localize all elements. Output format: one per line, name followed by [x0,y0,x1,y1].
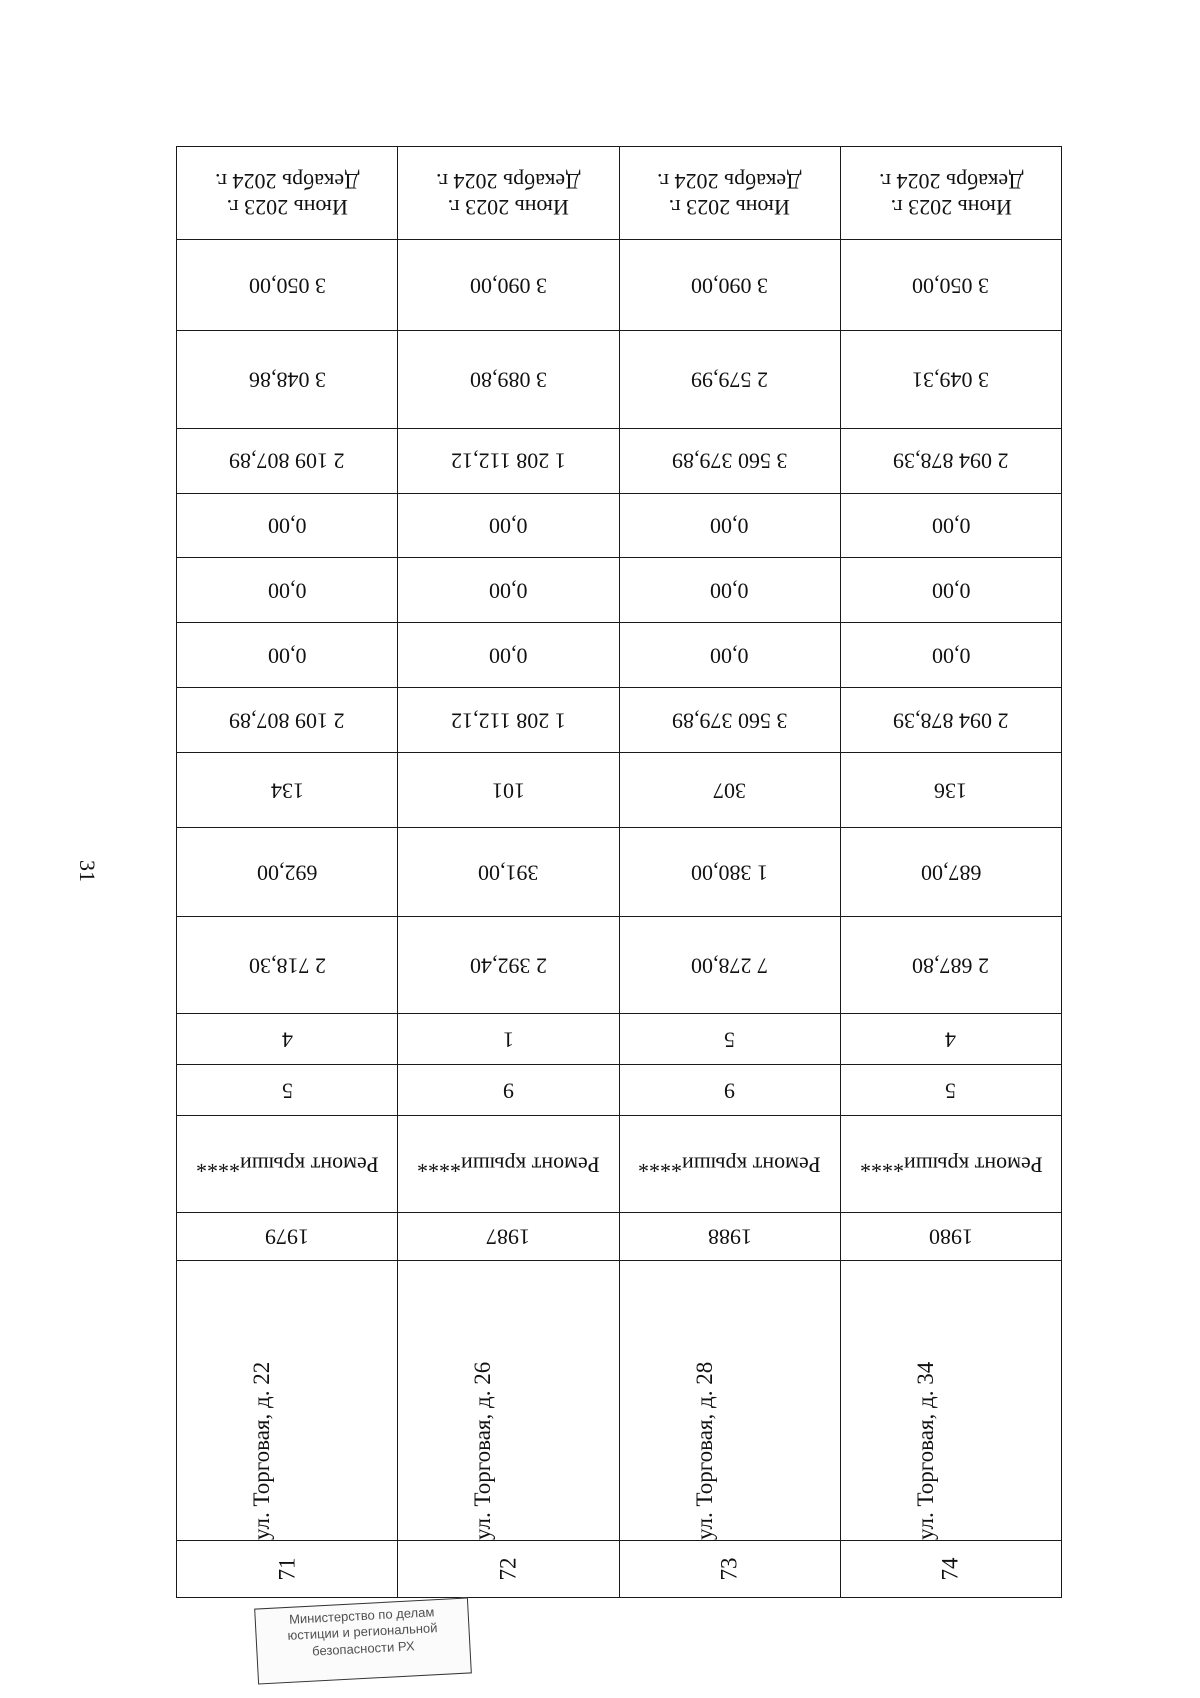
cell-year: 1979 [177,1212,398,1261]
row-total-cost [177,428,1062,493]
ministry-stamp [254,1597,472,1684]
cell-floors: 9 [398,1064,619,1115]
cell-price-limit: 3 090,00 [619,240,840,331]
cell-address: ул. Торговая, д. 34 [840,1261,1061,1541]
stamp-line: юстиции и региональной [287,1620,438,1644]
cell-year: 1980 [840,1212,1061,1261]
cell-zero: 0,00 [840,558,1061,623]
cell-zero: 0,00 [177,623,398,688]
row-period [177,147,1062,240]
cell-zero: 0,00 [619,558,840,623]
cell-total-cost: 2 094 878,39 [840,428,1061,493]
cell-count: 101 [398,752,619,827]
data-table [176,146,1062,1598]
cell-sum: 2 094 878,39 [840,688,1061,753]
cell-price-limit: 3 090,00 [398,240,619,331]
cell-count: 134 [177,752,398,827]
row-total-area [177,917,1062,1014]
cell-address: ул. Торговая, д. 28 [619,1261,840,1541]
cell-number: 72 [398,1541,619,1598]
cell-roof-area: 391,00 [398,827,619,916]
cell-number: 74 [840,1541,1061,1598]
page-number: 31 [75,860,100,882]
cell-price-limit: 3 050,00 [177,240,398,331]
cell-zero: 0,00 [398,558,619,623]
cell-entrances: 5 [619,1014,840,1065]
cell-zero: 0,00 [177,493,398,558]
cell-work-type: Ремонт крыши**** [840,1115,1061,1212]
cell-total-area: 2 392,40 [398,917,619,1014]
cell-total-cost: 1 208 112,12 [398,428,619,493]
row-sum [177,688,1062,753]
row-floors [177,1064,1062,1115]
row-roof-area [177,827,1062,916]
cell-period-72: Июнь 2023 г. Декабрь 2024 г. [398,147,619,240]
cell-price-limit: 3 050,00 [840,240,1061,331]
cell-sum: 2 109 807,89 [177,688,398,753]
cell-period-73: Июнь 2023 г. Декабрь 2024 г. [619,147,840,240]
cell-number: 71 [177,1541,398,1598]
cell-floors: 9 [619,1064,840,1115]
row-address [177,1261,1062,1541]
cell-zero: 0,00 [398,493,619,558]
cell-number: 73 [619,1541,840,1598]
cell-year: 1988 [619,1212,840,1261]
cell-work-type: Ремонт крыши**** [619,1115,840,1212]
row-count [177,752,1062,827]
cell-work-type: Ремонт крыши**** [398,1115,619,1212]
cell-unit-cost: 3 089,80 [398,331,619,428]
cell-year: 1987 [398,1212,619,1261]
cell-roof-area: 1 380,00 [619,827,840,916]
cell-total-area: 2 687,80 [840,917,1061,1014]
cell-total-area: 7 278,00 [619,917,840,1014]
cell-entrances: 4 [177,1014,398,1065]
row-number [177,1541,1062,1598]
row-zero-b [177,558,1062,623]
cell-entrances: 1 [398,1014,619,1065]
cell-unit-cost: 3 048,86 [177,331,398,428]
stamp-line: Министерство по делам [288,1604,435,1627]
row-zero-a [177,493,1062,558]
cell-total-area: 2 718,30 [177,917,398,1014]
cell-zero: 0,00 [840,623,1061,688]
cell-zero: 0,00 [177,558,398,623]
cell-count: 307 [619,752,840,827]
cell-unit-cost: 3 049,31 [840,331,1061,428]
cell-period-71: Июнь 2023 г. Декабрь 2024 г. [177,147,398,240]
cell-total-cost: 3 560 379,89 [619,428,840,493]
row-year [177,1212,1062,1261]
stamp-line: безопасности РХ [311,1637,415,1659]
cell-period-74: Июнь 2023 г. Декабрь 2024 г. [840,147,1061,240]
cell-count: 136 [840,752,1061,827]
cell-address: ул. Торговая, д. 26 [398,1261,619,1541]
cell-sum: 1 208 112,12 [398,688,619,753]
cell-floors: 5 [177,1064,398,1115]
cell-zero: 0,00 [398,623,619,688]
cell-zero: 0,00 [619,493,840,558]
row-price-limit [177,240,1062,331]
row-work-type [177,1115,1062,1212]
cell-total-cost: 2 109 807,89 [177,428,398,493]
cell-sum: 3 560 379,89 [619,688,840,753]
row-entrances [177,1014,1062,1065]
cell-floors: 5 [840,1064,1061,1115]
cell-address: ул. Торговая, д. 22 [177,1261,398,1541]
cell-zero: 0,00 [840,493,1061,558]
row-unit-cost [177,331,1062,428]
row-zero-c [177,623,1062,688]
cell-entrances: 4 [840,1014,1061,1065]
cell-roof-area: 687,00 [840,827,1061,916]
cell-zero: 0,00 [619,623,840,688]
cell-work-type: Ремонт крыши**** [177,1115,398,1212]
cell-unit-cost: 2 579,99 [619,331,840,428]
cell-roof-area: 692,00 [177,827,398,916]
